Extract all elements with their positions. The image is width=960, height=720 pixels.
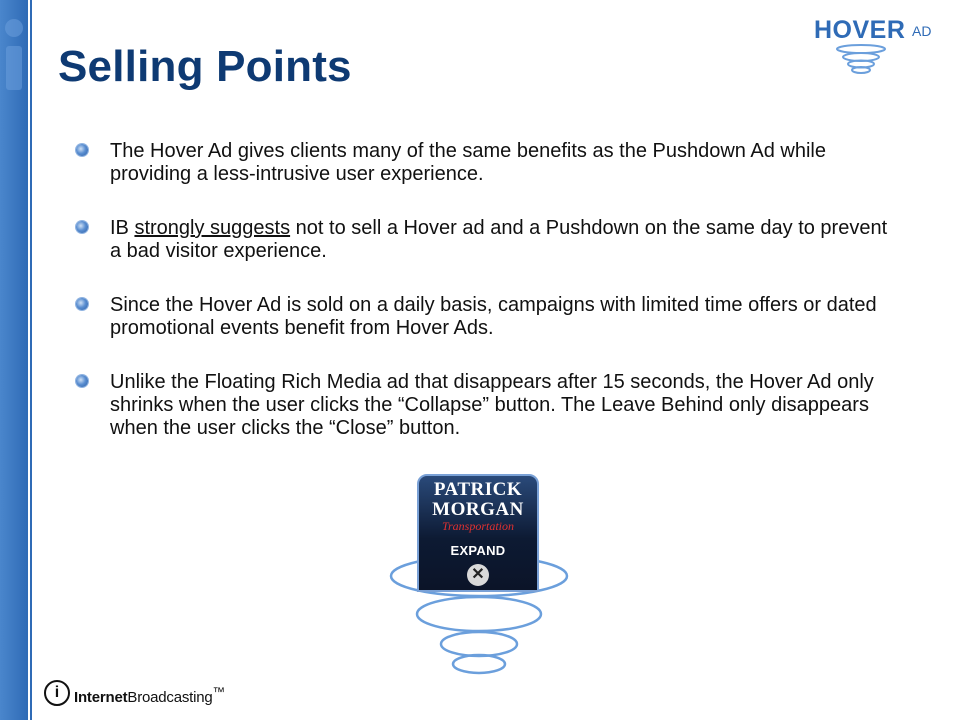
hover-ad-illustration xyxy=(384,474,574,679)
footer-logo-bold: Internet xyxy=(74,689,128,706)
bullet-text: Unlike the Floating Rich Media ad that disappears after 15 seconds, the Hover Ad only shrinks when the user clicks the “Collapse” button. The Leave Behind only disappears when the user clicks the “Close” button. xyxy=(110,371,874,439)
footer-logo-rest: Broadcasting xyxy=(127,689,213,706)
bullet-prefix: IB xyxy=(110,217,135,239)
info-watermark-icon xyxy=(0,0,28,100)
bullet-text: Since the Hover Ad is sold on a daily basis, campaigns with limited time offers or dated promotional events benefit from Hover Ads. xyxy=(110,294,877,339)
bullet-icon xyxy=(76,375,88,387)
ad-expand-button[interactable]: EXPAND xyxy=(450,543,506,558)
bullet-item xyxy=(76,371,896,440)
logo-rings-icon xyxy=(826,44,896,76)
bullet-icon xyxy=(76,221,88,233)
bullet-suffix: not to sell a Hover ad and a Pushdown on the same day to prevent a bad visitor experience. xyxy=(110,217,888,262)
footer-logo-text xyxy=(74,685,225,706)
bullet-icon xyxy=(76,144,88,156)
ad-creative xyxy=(417,474,539,592)
bullet-item xyxy=(76,140,896,186)
bullet-item xyxy=(76,294,896,340)
logo-suffix: AD xyxy=(912,23,932,39)
bullet-emphasis: strongly suggests xyxy=(134,217,291,239)
selling-points-list xyxy=(76,140,896,471)
left-sidebar-band xyxy=(0,0,28,720)
logo-word: HOVER xyxy=(814,16,906,44)
bullet-icon xyxy=(76,298,88,310)
bullet-text: The Hover Ad gives clients many of the same benefits as the Pushdown Ad while providing a less-intrusive user experience. xyxy=(110,140,826,185)
ad-close-icon[interactable]: ✕ xyxy=(467,564,489,586)
slide-title: Selling Points xyxy=(58,42,352,91)
ad-brand-tagline: Transportation xyxy=(441,519,515,533)
bullet-item xyxy=(76,217,896,263)
ib-mark-icon: i xyxy=(44,680,70,706)
ad-brand-line1: PATRICK xyxy=(433,479,523,500)
sidebar-divider xyxy=(30,0,32,720)
ad-brand-line2: MORGAN xyxy=(432,499,524,520)
hover-ad-logo xyxy=(814,14,944,76)
footer-logo-tm: ™ xyxy=(212,685,225,699)
internet-broadcasting-logo xyxy=(44,680,244,710)
